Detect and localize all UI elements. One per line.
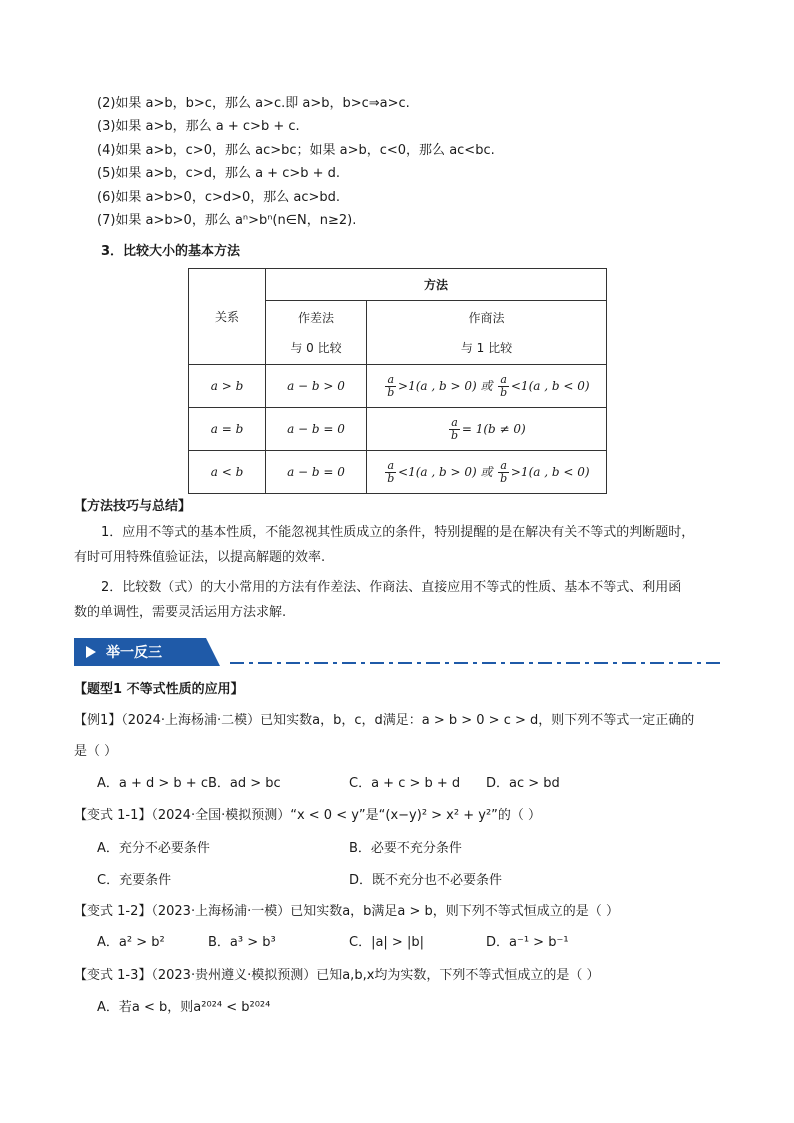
variant-1-1-option-d: D．既不充分也不必要条件	[349, 873, 503, 888]
quot-cell	[367, 451, 607, 494]
property-3: (3)如果 a>b，那么 a + c>b + c.	[97, 119, 300, 134]
tips-title: 【方法技巧与总结】	[74, 499, 192, 514]
property-7: (7)如果 a>b>0，那么 aⁿ>bⁿ(n∈N，n≥2).	[97, 213, 357, 228]
quot-cell	[367, 408, 607, 451]
dashed-divider	[230, 662, 720, 664]
example-1-line-1: 【例1】（2024·上海杨浦·二模）已知实数a，b，c，d满足：a > b > 0 > c > d，则下列不等式一定正确的	[74, 713, 695, 728]
quot-left: >1(a , b > 0) 或	[398, 378, 493, 393]
diff-method-sub: 与 0 比较	[290, 340, 342, 355]
quot-single: = 1(b ≠ 0)	[461, 421, 526, 436]
variant-1-3-question: 【变式 1-3】（2023·贵州遵义·模拟预测）已知a,b,x均为实数，下列不等式恒成立的是（ ）	[74, 968, 600, 983]
variant-1-1-option-b: B．必要不充分条件	[349, 841, 462, 856]
tip-2-line-1: 2．比较数（式）的大小常用的方法有作差法、作商法、直接应用不等式的性质、基本不等式、利用函	[101, 580, 682, 595]
fraction: $\frac{a}{b}$	[387, 372, 395, 399]
fraction: $\frac{a}{b}$	[451, 415, 459, 442]
header-quot-method	[367, 301, 607, 365]
example-1-line-2: 是（ ）	[74, 744, 118, 759]
header-diff-method	[266, 301, 367, 365]
header-method: 方法	[266, 269, 607, 301]
fraction: $\frac{a}{b}$	[500, 372, 508, 399]
diff-cell: a − b = 0	[266, 451, 367, 494]
topic-1-title: 【题型1 不等式性质的应用】	[74, 682, 244, 697]
tip-1-line-1: 1．应用不等式的基本性质，不能忽视其性质成立的条件，特别提醒的是在解决有关不等式的判断题时，	[101, 525, 695, 540]
quot-cell	[367, 365, 607, 408]
variant-1-2-option-a: A．a² > b²	[97, 935, 165, 950]
tip-1-line-2: 有时可用特殊值验证法，以提高解题的效率.	[74, 550, 326, 565]
table-row	[189, 451, 607, 494]
table-row	[189, 408, 607, 451]
tip-2-line-2: 数的单调性，需要灵活运用方法求解.	[74, 605, 287, 620]
variant-1-2-option-c: C．|a| > |b|	[349, 935, 424, 950]
property-6: (6)如果 a>b>0，c>d>0，那么 ac>bd.	[97, 190, 341, 205]
variant-1-2-option-d: D．a⁻¹ > b⁻¹	[486, 935, 569, 950]
example-1-option-b: B．ad > bc	[208, 776, 281, 791]
section-3-title: 3．比较大小的基本方法	[101, 244, 241, 259]
variant-1-1-option-a: A．充分不必要条件	[97, 841, 210, 856]
quot-method-sub: 与 1 比较	[460, 340, 513, 355]
banner-label: 举一反三	[106, 645, 162, 661]
relation-cell: a < b	[189, 451, 266, 494]
example-1-option-c: C．a + c > b + d	[349, 776, 461, 791]
fraction: $\frac{a}{b}$	[387, 458, 395, 485]
variant-1-1-option-c: C．充要条件	[97, 873, 172, 888]
relation-cell: a = b	[189, 408, 266, 451]
variant-1-2-question: 【变式 1-2】（2023·上海杨浦·一模）已知实数a，b满足a > b，则下列不等式恒成立的是（ ）	[74, 904, 619, 919]
quot-left: <1(a , b > 0) 或	[398, 464, 493, 479]
comparison-methods-table	[188, 268, 607, 494]
variant-1-1-question: 【变式 1-1】（2024·全国·模拟预测）“x < 0 < y”是“(x−y)² > x² + y²”的（ ）	[74, 808, 542, 823]
diff-method-label: 作差法	[297, 310, 334, 325]
example-1-option-a: A．a + d > b + c	[97, 776, 208, 791]
quot-right: >1(a , b < 0)	[510, 464, 590, 479]
property-5: (5)如果 a>b，c>d，那么 a + c>b + d.	[97, 166, 341, 181]
fraction: $\frac{a}{b}$	[500, 458, 508, 485]
quot-method-label: 作商法	[468, 310, 505, 325]
property-4: (4)如果 a>b，c>0，那么 ac>bc；如果 a>b，c<0，那么 ac<bc.	[97, 143, 495, 158]
diff-cell: a − b = 0	[266, 408, 367, 451]
relation-cell: a > b	[189, 365, 266, 408]
header-relation: 关系	[189, 269, 266, 365]
property-2: (2)如果 a>b，b>c，那么 a>c.即 a>b，b>c⇒a>c.	[97, 96, 410, 111]
variant-1-3-option-a: A．若a < b，则a²⁰²⁴ < b²⁰²⁴	[97, 1000, 271, 1015]
variant-1-2-option-b: B．a³ > b³	[208, 935, 276, 950]
quot-right: <1(a , b < 0)	[510, 378, 590, 393]
diff-cell: a − b > 0	[266, 365, 367, 408]
table-row	[189, 365, 607, 408]
example-1-option-d: D．ac > bd	[486, 776, 560, 791]
